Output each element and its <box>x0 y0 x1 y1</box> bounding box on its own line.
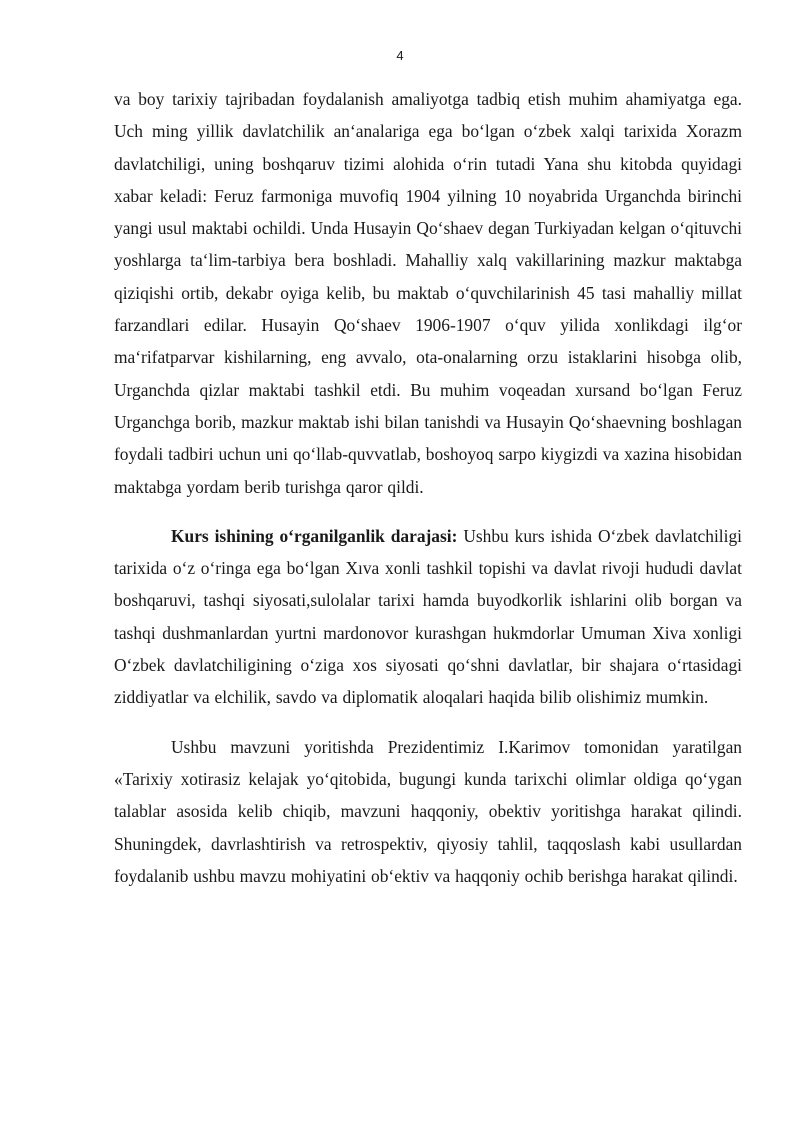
document-body <box>114 83 742 892</box>
page-number: 4 <box>396 48 404 63</box>
paragraph-study-level-text: Ushbu kurs ishida O‘zbek davlatchiligi tarixida o‘z o‘ringa ega bo‘lgan Xıva xonli tashkil topishi va davlat rivoji hududi davlat boshqaruvi, tashqi siyosati,sulolalar tarixi hamda buyodkorlik ishlarini olib borgan va tashqi dushmanlardan yurtni mardonovor kurashgan hukmdorlar Umuman Xiva xonligi O‘zbek davlatchiligining o‘ziga xos siyosati qo‘shni davlatlar, bir shajara o‘rtasidagi ziddiyatlar va elchilik, savdo va diplomatik aloqalari haqida bilib olishimiz mumkin. <box>114 525 742 708</box>
paragraph-methodology: Ushbu mavzuni yoritishda Prezidentimiz I.Karimov tomonidan yaratilgan «Tarixiy xotirasiz kelajak yo‘qitobida, bugungi kunda tarixchi olimlar oldiga qo‘ygan talablar asosida kelib chiqib, mavzuni haqqoniy, obektiv yoritishga harakat qilindi. Shuningdek, davrlashtirish va retrospektiv, qiyosiy tahlil, taqqoslash kabi usullardan foydalanib ushbu mavzu mohiyatini ob‘ektiv va haqqoniy ochib berishga harakat qilindi. <box>114 736 742 886</box>
paragraph-study-level <box>114 520 742 714</box>
paragraph-lead-heading: Kurs ishining o‘rganilganlik darajasi: <box>171 525 458 546</box>
paragraph-continuation: va boy tarixiy tajribadan foydalanish amaliyotga tadbiq etish muhim ahamiyatga ega. Uch ming yillik davlatchilik an‘analariga ega bo‘lgan o‘zbek xalqi tarixida Xorazm davlatchiligi, uning boshqaruv tizimi alohida o‘rin tutadi Yana shu kitobda quyidagi xabar keladi: Feruz farmoniga muvofiq 1904 yilning 10 noyabrida Urganchda birinchi yangi usul maktabi ochildi. Unda Husayin Qo‘shaev degan Turkiyadan kelgan o‘qituvchi yoshlarga ta‘lim-tarbiya bera boshladi. Mahalliy xalq vakillarining mazkur maktabga qiziqishi ortib, dekabr oyiga kelib, bu maktab o‘quvchilarinish 45 tasi mahalliy millat farzandlari edilar. Husayin Qo‘shaev 1906-1907 o‘quv yilida xonlikdagi ilg‘or ma‘rifatparvar kishilarning, eng avvalo, ota-onalarning orzu istaklarini hisobga olib, Urganchda qizlar maktabi tashkil etdi. Bu muhim voqeadan xursand bo‘lgan Feruz Urganchga borib, mazkur maktab ishi bilan tanishdi va Husayin Qo‘shaevning boshlagan foydali tadbiri uchun uni qo‘llab-quvvatlab, boshoyoq sarpo kiygizdi va xazina hisobidan maktabga yordam berib turishga qaror qildi. <box>114 89 742 497</box>
